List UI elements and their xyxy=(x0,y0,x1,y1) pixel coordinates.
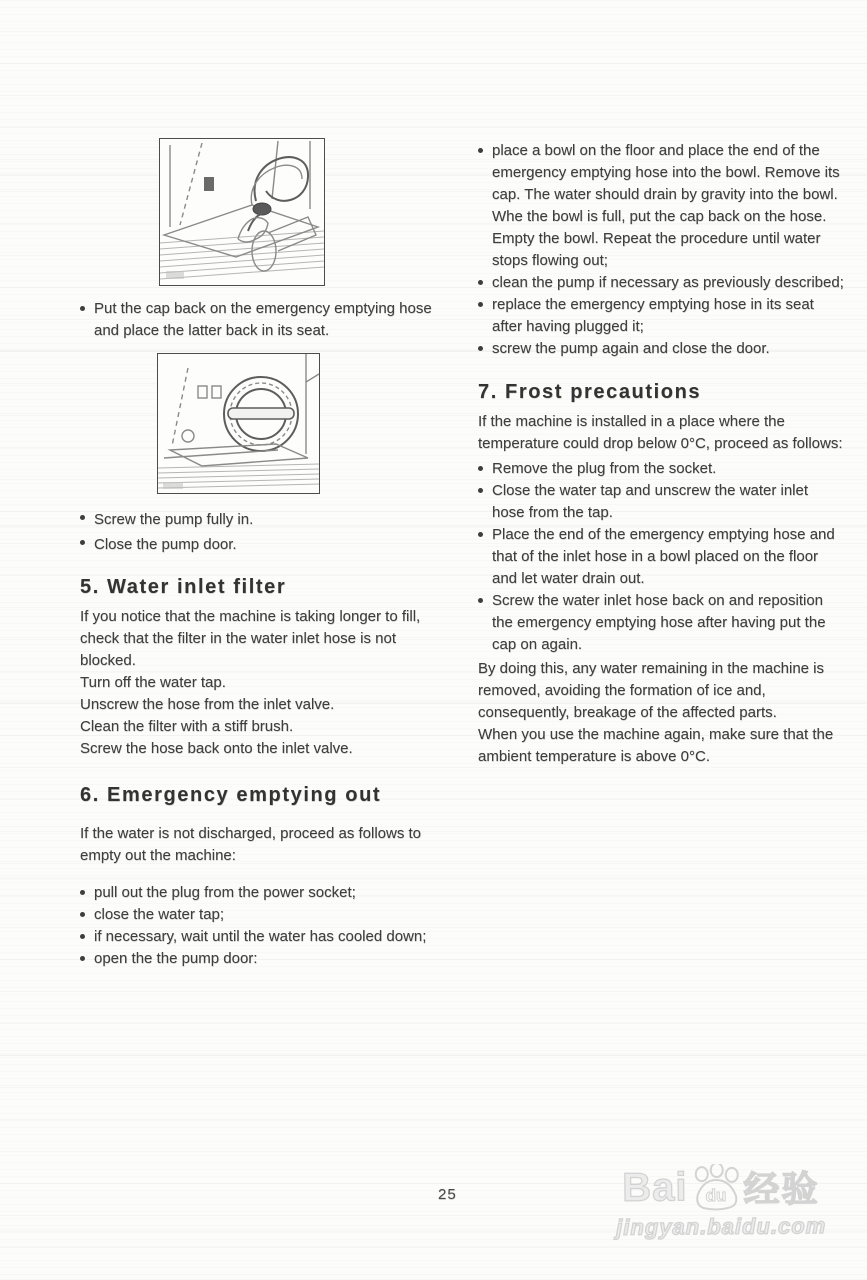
list-item xyxy=(80,882,448,904)
baidu-paw-text: du xyxy=(705,1185,727,1205)
section6-intro: If the water is not discharged, proceed as follows to empty out the machine: xyxy=(80,825,422,864)
step-text: Place the end of the emergency emptying hose and that of the inlet hose in a bowl placed on the floor and let water drain out. xyxy=(492,526,835,587)
list-item xyxy=(478,338,844,360)
bullet-icon xyxy=(80,956,85,961)
list-item xyxy=(80,532,448,557)
section7-heading: 7. Frost precautions xyxy=(478,381,702,403)
pump-door-illustration xyxy=(158,354,319,493)
baidu-watermark xyxy=(606,1161,837,1241)
section5-body xyxy=(80,606,448,760)
list-item xyxy=(478,272,844,294)
bullet-icon xyxy=(478,346,483,351)
section7-intro: If the machine is installed in a place where the temperature could drop below 0°C, proceed as follows: xyxy=(478,413,843,452)
list-item xyxy=(80,904,448,926)
bullet-icon xyxy=(478,148,483,153)
step-text: pull out the plug from the power socket; xyxy=(94,884,356,901)
pump-step-text: Close the pump door. xyxy=(94,536,237,553)
list-item xyxy=(478,140,844,272)
page-number: 25 xyxy=(438,1186,457,1203)
list-item xyxy=(478,590,844,656)
bullet-icon xyxy=(80,515,85,520)
bullet-icon xyxy=(478,532,483,537)
bullet-icon xyxy=(80,890,85,895)
bullet-icon xyxy=(478,466,483,471)
right-column xyxy=(478,140,844,768)
list-item xyxy=(80,507,448,532)
bullet-icon xyxy=(478,598,483,603)
list-item xyxy=(80,298,448,342)
list-item xyxy=(478,458,844,480)
paragraph: Clean the filter with a stiff brush. xyxy=(80,718,294,735)
bullet-icon xyxy=(80,912,85,917)
section7-outro xyxy=(478,658,844,768)
figure-pump-door xyxy=(157,353,320,494)
emptying-procedure-list xyxy=(478,140,844,360)
paragraph: Unscrew the hose from the inlet valve. xyxy=(80,696,335,713)
baidu-logo-latin: Bai xyxy=(622,1165,688,1210)
bullet-icon xyxy=(80,306,85,311)
bullet-icon xyxy=(80,934,85,939)
bullet-icon xyxy=(478,302,483,307)
step-text: place a bowl on the floor and place the end of the emergency emptying hose into the bowl. Remove its cap. The water should drain by gravity into the bowl. Whe the bowl is full, put the cap back on the hose. Empty the bowl. Repeat the procedure until water stops flowing out; xyxy=(492,142,840,269)
list-item xyxy=(478,480,844,524)
paragraph: If you notice that the machine is taking longer to fill, check that the filter in the water inlet hose is not blocked. xyxy=(80,608,421,669)
step-text: Close the water tap and unscrew the water inlet hose from the tap. xyxy=(492,482,809,521)
list-item xyxy=(478,524,844,590)
step-text: if necessary, wait until the water has cooled down; xyxy=(94,928,427,945)
step-text: Screw the water inlet hose back on and reposition the emergency emptying hose after having put the cap on again. xyxy=(492,592,826,653)
pump-steps-list xyxy=(80,507,448,557)
section5-heading: 5. Water inlet filter xyxy=(80,576,287,598)
pump-step-text: Screw the pump fully in. xyxy=(94,511,254,528)
step-text: screw the pump again and close the door. xyxy=(492,340,770,357)
baidu-logo xyxy=(606,1161,836,1214)
bullet-icon xyxy=(478,488,483,493)
paragraph: Screw the hose back onto the inlet valve. xyxy=(80,740,353,757)
list-item xyxy=(80,926,448,948)
hose-cap-illustration xyxy=(160,139,324,285)
paragraph: Turn off the water tap. xyxy=(80,674,226,691)
list-item xyxy=(80,948,448,970)
bullet-icon xyxy=(478,280,483,285)
paragraph: When you use the machine again, make sure that the ambient temperature is above 0°C. xyxy=(478,726,834,765)
paragraph: By doing this, any water remaining in the machine is removed, avoiding the formation of ice and, consequently, breakage of the affected parts. xyxy=(478,660,825,721)
section6-heading: 6. Emergency emptying out xyxy=(80,784,382,806)
step-text: replace the emergency emptying hose in its seat after having plugged it; xyxy=(492,296,814,335)
left-column xyxy=(80,138,448,970)
baidu-logo-cn: 经验 xyxy=(743,1168,820,1210)
figure-hose-cap xyxy=(159,138,325,286)
step-text: Remove the plug from the socket. xyxy=(492,460,717,477)
section6-list xyxy=(80,882,448,970)
watermark-url: jingyan.baidu.com xyxy=(616,1213,827,1240)
step-text: close the water tap; xyxy=(94,906,225,923)
step-text: open the the pump door: xyxy=(94,950,258,967)
section7-list xyxy=(478,458,844,656)
baidu-paw-icon xyxy=(689,1163,741,1211)
step-text: clean the pump if necessary as previously described; xyxy=(492,274,844,291)
cap-bullet-text: Put the cap back on the emergency emptying hose and place the latter back in its seat. xyxy=(94,300,432,339)
list-item xyxy=(478,294,844,338)
bullet-icon xyxy=(80,540,85,545)
